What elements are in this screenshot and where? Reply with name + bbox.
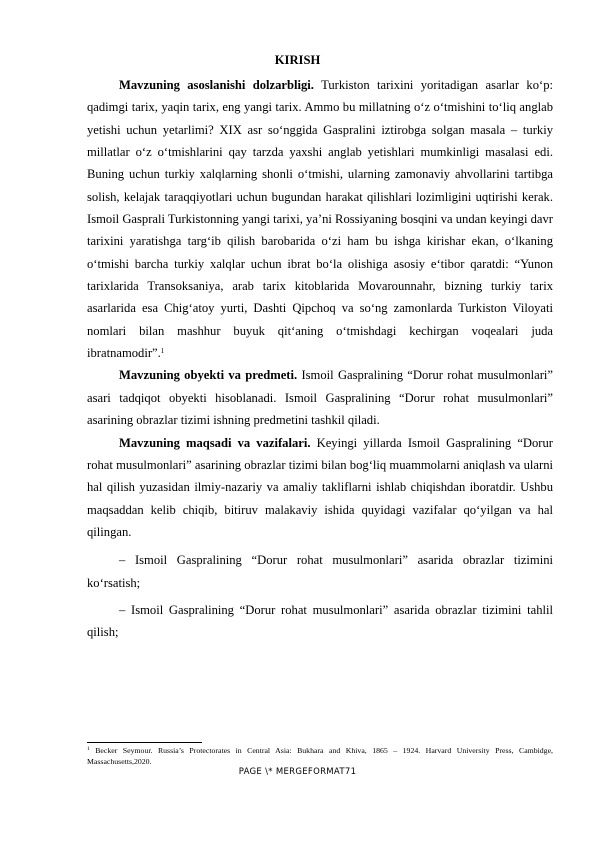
body-text bbox=[87, 74, 553, 644]
paragraph-lead: Mavzuning asoslanishi dolzarbligi. bbox=[119, 78, 314, 92]
list-item: – Ismoil Gaspralining “Dorur rohat musulmonlari” asarida obrazlar tizimini tahlil qilish; bbox=[87, 602, 553, 640]
paragraph-lead: Mavzuning maqsadi va vazifalari. bbox=[119, 435, 311, 450]
paragraph-text: Turkiston tarixini yoritadigan asarlar ko‘p: qadimgi tarix, yaqin tarix, eng yangi tarix. Ammo bu millatning o‘z o‘tmishini to‘liq anglab yetishi uchun yetarlimi? XIX asr so‘nggida Gaspralini iztirobga solgan masala – turkiy millatlar o‘z o‘tmishlarini qay tarzda yaxshi anglab yetishlari mumkinligi masalasi edi. Buning uchun turkiy xalqlarning shonli o‘tmishi, ularning zamonaviy ahvollarini tartibga solish, kelajak taraqqiyotlari uchun bugundan harakat qilishlari lozimligini uqtirishi kerak. Ismoil Gasprali Turkistonning yangi tarixi, ya’ni Rossiyaning bosqini va undan keyingi davr tarixini yaratishga targ‘ib qilish barobarida o‘zi ham bu ishga kirishar ekan, o‘lkaning o‘tmishi barcha turkiy xalqlar uchun ibrat bo‘la olishiga asosiy e‘tibor qaratdi: “Yunon tarixlarida Transoksaniya, arab tarix kitoblarida Movarounnahr, bizning turkiy tarix asarlarida esa Chig‘atoy yurti, Dashti Qipchoq va so‘ng zamonlarda Turkiston Viloyati nomlari bilan mashhur buyuk qit‘aning o‘tmishdagi kechirgan voqealari juda ibratnamodir”. bbox=[87, 78, 553, 361]
footnote-text: Becker Seymour. Russia’s Protectorates in Central Asia: Bukhara and Khiva, 1865 – 1924. Harvard University Press, Cambidge, Massachusetts,2020. bbox=[87, 746, 553, 766]
footnote bbox=[87, 745, 553, 767]
footnote-separator bbox=[87, 742, 202, 743]
list-item: – Ismoil Gaspralining “Dorur rohat musulmonlari” asarida obrazlar tizimini ko‘rsatish; bbox=[87, 553, 553, 590]
paragraph-text: Keyingi yillarda Ismoil Gaspralining “Dorur rohat musulmonlari” asarining obrazlar tizimi bilan bog‘liq muammolarni aniqlash va ularni hal qilish yuzasidan ilmiy-nazariy va amaliy takliflarni ishlab chiqishdan iboratdir. Ushbu maqsaddan kelib chiqib, bitiruv malakaviy ishida quyidagi vazifalar qo‘yilgan va hal qilingan. bbox=[87, 435, 553, 539]
page-footer: PAGE \* MERGEFORMAT71 bbox=[238, 767, 357, 777]
footnote-reference[interactable]: 1 bbox=[160, 347, 165, 356]
footnote-mark: 1 bbox=[87, 746, 90, 752]
paragraph-goals bbox=[87, 432, 553, 544]
page-title: KIRISH bbox=[274, 53, 321, 67]
paragraph-object-subject bbox=[87, 364, 553, 431]
paragraph-relevance bbox=[87, 74, 553, 364]
paragraph-lead: Mavzuning obyekti va predmeti. bbox=[119, 368, 298, 383]
paragraph-text: Ismoil Gaspralining “Dorur rohat musulmonlari” asari tadqiqot obyekti hisoblanadi. Ismoil Gaspralining “Dorur rohat musulmonlari” asarining obrazlar tizimi ishning predmetini tashkil qiladi. bbox=[87, 368, 554, 428]
